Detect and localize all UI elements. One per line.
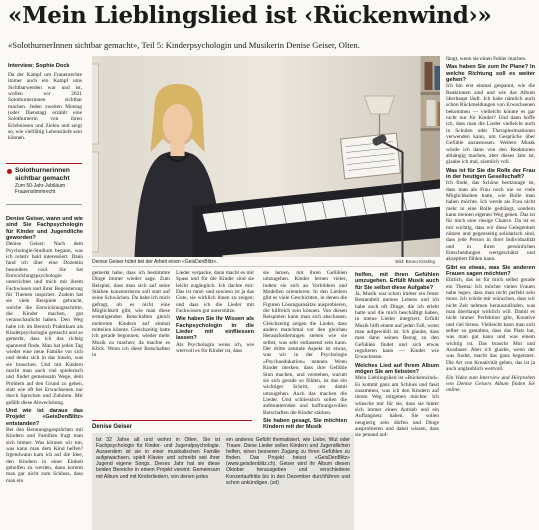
column-6-paragraph: Ehrlich, das ist für mich selbst gerade ein Thema: Ich möchte vielen Frauen nahe legen, dass man nicht perfekt sein muss. Ich würde mir wünschen, dass wir nicht Zeit nehmen herauszufinden, was man überhaupt wirklich will. Damit es nicht immer Perfektion gibt, Kreative und viel Stress. Vielleicht kann man sich selber so gestalten, dass das Platz hat, was man gut kann und was einem wichtig ist. Das braucht Mut und Ausdauer. Aber ich glaube, wenn der was findet, macht das ganz begeistert. Die Art von Kreativität geben, das ist ja auch unglaublich wertvoll.: [446, 277, 535, 373]
column-1-paragraph: Denise Geiser: Nach dem Psychologie-Studium begann, was ich relativ bald interessiert. Dann fand ich über eine Dozentin besonders cool. Sie hat Entwicklungspsychologie unterrichtet und mich mit ihrem Fachwissen und ihrer Begeisterung für Themen inspiriert. Zudem hat sie viele Beispiele gebracht, welche die Entwicklungsschritte, die Kinder machen, gut veranschaulicht haben. Den Weg habe ich im Bereich Praktikum als Kinderpsychologin gemacht und so gemerkt, dass ich das richtig spannend finde. Man hat jeden Tag wieder eine neue Familie vor sich und denkt sich in das hinein, was sie brauchen. Und mit Kindern macht man auch viel spielerisch und findet gemeinsam Wege, dem Problem auf den Grund zu gehen, statt wie oft bei Erwachsenen nur durch Sprechen und Zuhören. Mir gefällt diese Abwechslung.: [6, 241, 83, 406]
column-5-paragraph: Mein Lieblingslied ist «Rückenwind». Es kommt ganz am Schluss und fasst zusammen, was ich den Kindern auf ihrem Weg mitgeben möchte: Ich wünsche mir für sie, dass sie hinter sich immer einen Antrieb und ein Auffangnetz haben. Sie sollen neugierig sein dürfen und Dinge ausprobieren und dabei wissen, dass sie jemand auf-: [355, 375, 439, 439]
column-5-question: helfen, mit ihren Gefühlen umzugehen. Erfüllt Musik auch für Sie selbst diese Aufgabe?: [355, 272, 439, 291]
column-1-paragraph: Bei den Beratungsgesprächen mit Kindern und Familien fragt man sich immer: Was können wir tun, was kann man dem Kind helfen? Irgendwann kam ich auf die Idee, den Kindern in einer Einheit geholfen zu werden, dann kommt man gar nicht zum Schluss, dass man ein: [6, 427, 83, 484]
promo-subtitle: Zum 50-Jahr-Jubiläum Frauenstimmrecht: [15, 183, 66, 195]
photo-credit: Bild: Bruno Kissling: [395, 259, 435, 264]
photo-caption: Denise Geiser hütet bei der Arbeit einen «GeisDenBlitz».: [92, 259, 218, 265]
article-photo: [92, 56, 440, 257]
profile-heading: Denise Geiser: [92, 424, 133, 430]
column-6-question: Gibt es etwas, was Sie anderen Frauen sagen möchten?: [446, 264, 535, 278]
column-6-question: Was haben Sie zum Ihr Plane? In welche Richtung soll es weiter gehen?: [446, 64, 535, 83]
column-6-paragraph: fängt, wenn sie einen Fehler machen.: [446, 56, 527, 62]
intro-paragraph: Da der Kampf um Frauenrechte immer auch ein Kampf ums Sichtbarwerden war und ist, wollen wir 2021 Solothurnerinnen sichtbar machen. Jeden zweiten Montag (oder Dienstag) erzählt eine Solothurnerin von ihren Erlebnissen und Zielen und zeigt so, wie vielfältig Lebensläufe sein können.: [8, 72, 82, 142]
profile-box: [92, 433, 354, 530]
column-6-note: Ein Video zum Interview und Hörproben von Denise Geisers Album finden Sie online.: [446, 374, 535, 394]
profile-text-1: Ist 32 Jahre alt und wohnt in Olten. Sie ist Fachpsychologin für Kinder- und Jugendpsychologie. Ausserdem ist sie in einer musikalischen Familie aufgewachsen, spielt Klavier und schreibt seit ihrer Jugend eigene Songs. Dieses Jahr hat sie diese beiden Bereiche in einem Projekt vereint: Gemeinsam mit Album und mit Kinderliedern, von denen jedes: [96, 437, 220, 480]
column-3: [176, 270, 254, 420]
caption-divider: [92, 266, 440, 267]
headline: «Mein Lieblingslied ist ‹Rückenwind›»: [8, 2, 492, 29]
series-promo: [6, 163, 82, 205]
column-1-question: Und wie ist daraus das Projekt «GeisDenBlitz» entstanden?: [6, 408, 83, 427]
column-3-text-2: Als Psychologin weiss ich, wie wertvoll es für Kinder ist, dass: [176, 341, 254, 354]
byline: Interview: Sophie Dock: [8, 63, 70, 69]
profile-rule: [92, 420, 252, 421]
column-1: [6, 214, 83, 530]
promo-title: Solothurnerinnen sichtbar gemacht: [6, 164, 82, 182]
column-5-paragraph: Ja, Musik war schon immer ein fester Bestandteil meines Lebens und ich habe auch oft Dinge, die ich erlebt hatte und die mich beschäftigt haben, in meine Lieder integriert. Erfüllt Musik hilft einem auf jeden Fall, wenn man aufgewühlt ist. Ich glaube, dass man dann seinen Bezug zu den Gefühlen findet und sich etwas regulieren kann — Kinder wie Erwachsene.: [355, 290, 439, 361]
column-6-paragraph: Ich bin erst einmal gespannt, wie die Reaktionen sind und wie das Album überhaupt läuft. Ich habe nämlich auch schon Rückmeldungen von Erwachsenen bekommen — vielleicht könnte es gar nicht nur für Kinder? Und dann hoffe ich, dass man die Lieder vielleicht auch in Schulen oder Therapiesituationen verwenden kann, um Gespräche über Gefühle anzustossen. Weitere Musik würde ich dann von den Reaktionen abhängig machen, aber dieses Jahr ist, glaube ich mal, ziemlich voll.: [446, 83, 535, 166]
column-6-paragraph: Ich finde, das Schöne heutzutage ist, dass man als Frau noch nie so viele Möglichkeiten hatte, wie Rolle man haben möchte. Ich werde als Frau nicht mehr in eine Rolle gedrängt, sondern kann meinen eigenen Weg gehen. Das ist für mich eine riesige Chance. Da ist es mir wichtig, dass wir diese Gelegenheit nützen und gegenseitig solidarisch sind, dass jede Person in ihrer Individualität und in ihren persönlichen Entscheidungen wertgeschätzt und akzeptiert fühlen kann.: [446, 180, 535, 263]
column-3-text-1: Lieder verpacke, dann macht es mir Spass und für die Kinder sind sie leicht zugänglich. Ich dachte mir: Das ist rund- und sowieso ist ja das Gute, sie wirklich ihnen zu zeigen; und dass ich die Lieder mit Fachwissen gut unterstütze.: [176, 270, 254, 315]
column-4-question: Sie haben gesagt, Sie möchten Kindern mit der Musik: [263, 417, 347, 431]
column-1-question: Denise Geiser, wann und wie sind Sie Fachpsychologin für Kinder und Jugendliche geworden?: [6, 216, 83, 241]
photo-illustration: [92, 56, 440, 257]
column-3-question: Wie haben Sie Ihr Wissen als Fachpsychologin in die Lieder mit einfliessen lassen?: [176, 316, 254, 342]
column-2-text: gemerkt habe, dass ich bestimmte Dinge immer wieder sage. Zum Beispiel, dass man sich auf seine Stärken konzentrieren soll statt auf seine Schwächen. Da habe ich mich gefragt, ob es nicht eine Möglichkeit gibt, wie man diese ermutigenden Botschaften gleich mehreren Kindern auf einmal mitteilen könnte. Gleichzeitig hatte ich gerade begonnen, wieder mehr Musik zu machen; da machte es Klick. Wenn ich diese Botschaften in: [92, 270, 170, 359]
column-6-question: Was ist für Sie die Rolle der Frau in der heutigen Gesellschaft?: [446, 167, 535, 180]
column-2: [92, 270, 170, 420]
subheadline: «SolothurnerInnen sichtbar gemacht», Teil 5: Kinderpsychologin und Musikerin Denise Geiser, Olten.: [8, 40, 360, 50]
profile-text-2: ein anderes Gefühl thematisiert, wie Liebe, Wut oder Trauer. Diese Lieder sollen Kindern und Jugendlichen helfen, einen besseren Zugang zu ihren Gefühlen zu finden. Das Projekt heisst «GeisDenBlitz» (www.geisdenblitz.ch). Geiser wird ihr Album diesen Oktober herausgeben und verschiedene Konzertauftritte bis in den Dezember durchführen und schon ankündigen. (sd): [226, 437, 350, 486]
column-6: [446, 56, 535, 530]
intro-text: [8, 72, 82, 150]
column-5-question: Welches Lied auf Ihrem Album mögen Sie am liebsten?: [355, 362, 439, 375]
column-5: [355, 270, 439, 530]
column-4-text: sie lernen, mit ihren Gefühlen umzugehen. Kinder lernen vieles, indem sie sich an Vorbildern und Modellen orientieren. In den Liedern gibt es viele Geschichten, in denen die Figuren Lösungsansätze ausprobieren, die hilfreich sein können. Von diesen Beispielen kann man sich abschauen. Gleichzeitig zeigen die Lieder, dass andere manchmal vor den gleichen Herausforderungen stehen wie sie selbst, was sehr entlastend sein kann. Der dritte zentrale Aspekt ist etwas, was wir in der Psychologie «Psychoedukation» nennen. Wenn Kinder merken, dass ihre Gefühle Sinn machen, und verstehen, warum sie sich gerade so fühlen, ist das ein wichtiger Schritt, um damit umzugehen. Auch das machen die Lieder. Und schliesslich sollen die aufmunternden und hoffnungsvollen Botschaften die Kinder stärken.: [263, 270, 347, 416]
